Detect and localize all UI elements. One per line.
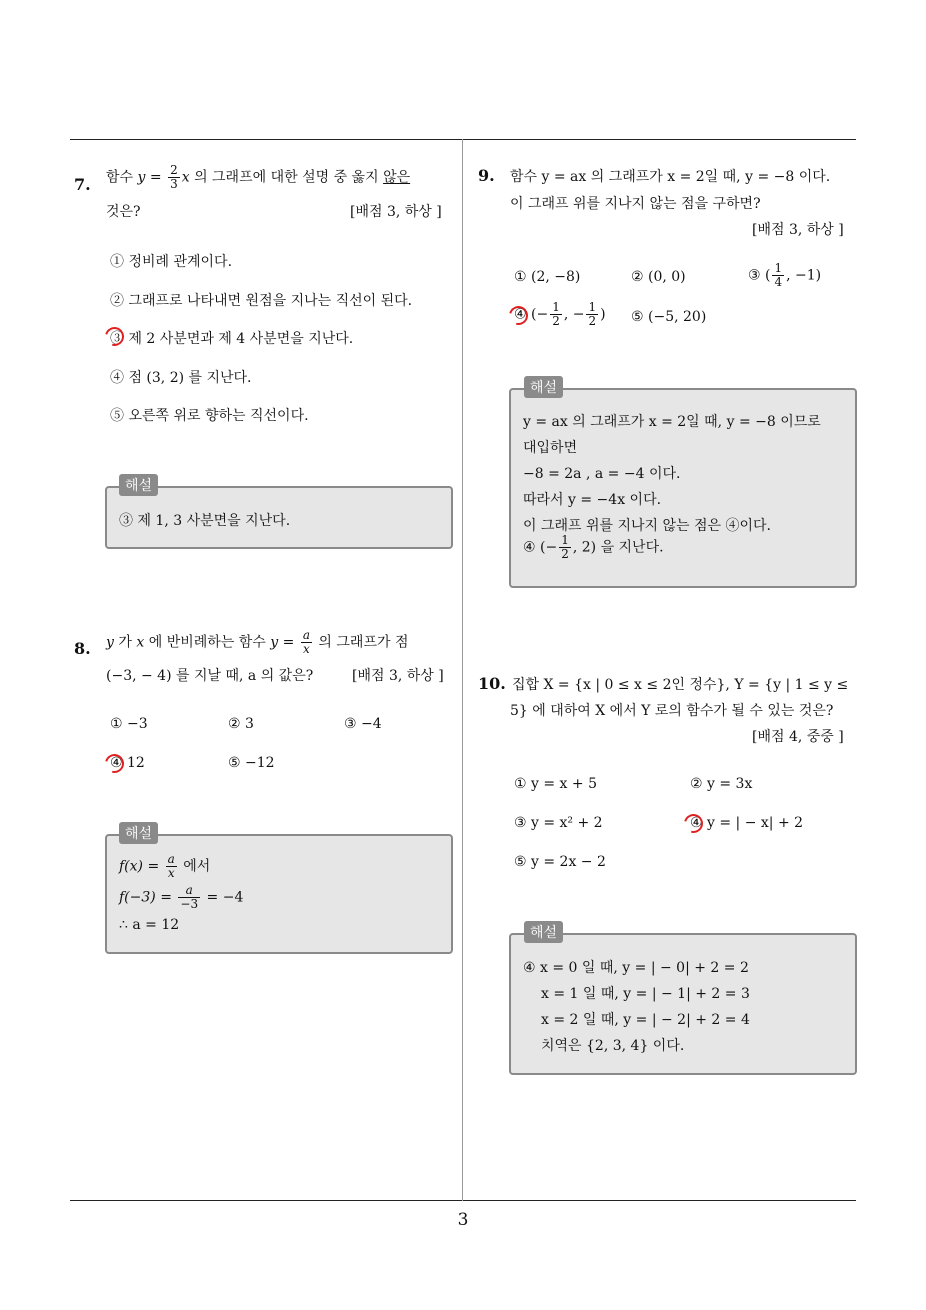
top-rule xyxy=(70,139,856,140)
fraction: $\frac{2}{3}$ xyxy=(170,163,178,191)
choice-3[interactable]: ③ 제 2 사분면과 제 4 사분면을 지난다. xyxy=(110,331,354,347)
question-stem: 집합 X = {x | 0 ≤ x ≤ 2인 정수}, Y = {y | 1 ≤ y ≤ xyxy=(512,677,849,693)
choice-2[interactable]: ② 3 xyxy=(228,716,254,732)
choice-5[interactable]: ⑤ y = 2x − 2 xyxy=(514,854,606,870)
choice-1[interactable]: ① y = x + 5 xyxy=(514,776,597,792)
solution-line: f(−3) = $\frac{a}{-3}$ = −4 xyxy=(119,883,244,911)
question-number: 10. xyxy=(478,674,506,693)
choice-4[interactable]: ④ y = | − x| + 2 xyxy=(690,815,804,831)
solution-line: ∴ a = 12 xyxy=(119,917,180,933)
score-label: [배점 3, 하상 ] xyxy=(752,222,844,238)
score-label: [배점 3, 하상 ] xyxy=(350,204,442,220)
choice-3[interactable]: ③ −4 xyxy=(344,716,382,732)
solution-tag: 해설 xyxy=(119,474,158,496)
choice-5[interactable]: ⑤ 오른쪽 위로 향하는 직선이다. xyxy=(110,408,309,424)
solution-tag: 해설 xyxy=(524,376,563,398)
bottom-rule xyxy=(70,1200,856,1201)
question-stem: 함수 y = $\frac{2}{3}$ x 의 그래프에 대한 설명 중 옳지 않은 xyxy=(106,163,411,191)
choice-4[interactable]: ④ (− $\frac{1}{2}$ , − $\frac{1}{2}$ ) xyxy=(514,300,606,328)
question-number: 8. xyxy=(74,639,91,658)
choice-1[interactable]: ① 정비례 관계이다. xyxy=(110,254,233,270)
choice-4[interactable]: ④ 점 (3, 2) 를 지난다. xyxy=(110,370,252,386)
solution-line: 이 그래프 위를 지나지 않는 점은 ④이다. xyxy=(523,518,772,534)
choice-2[interactable]: ② (0, 0) xyxy=(631,269,686,285)
score-label: [배점 3, 하상 ] xyxy=(352,668,444,684)
question-stem-cont: 이 그래프 위를 지나지 않는 점을 구하면? xyxy=(510,196,761,212)
solution-line: 대입하면 xyxy=(523,440,578,456)
fraction: $\frac{a}{x}$ xyxy=(302,628,310,656)
page-number: 3 xyxy=(457,1210,469,1230)
solution-line: ④ x = 0 일 때, y = | − 0| + 2 = 2 xyxy=(523,960,749,976)
solution-line: f(x) = $\frac{a}{x}$ 에서 xyxy=(119,852,211,880)
choice-3[interactable]: ③ ( $\frac{1}{4}$ , −1) xyxy=(748,261,822,289)
question-stem-cont: 것은? xyxy=(106,204,141,220)
choice-2[interactable]: ② 그래프로 나타내면 원점을 지나는 직선이 된다. xyxy=(110,293,413,309)
question-stem: 함수 y = ax 의 그래프가 x = 2일 때, y = −8 이다. xyxy=(510,169,831,185)
choice-5[interactable]: ⑤ −12 xyxy=(228,755,275,771)
choice-5[interactable]: ⑤ (−5, 20) xyxy=(631,309,707,325)
choice-1[interactable]: ① −3 xyxy=(110,716,148,732)
question-stem-cont: (−3, − 4) 를 지날 때, a 의 값은? xyxy=(106,668,314,684)
solution-line: x = 2 일 때, y = | − 2| + 2 = 4 xyxy=(541,1012,750,1028)
solution-line: x = 1 일 때, y = | − 1| + 2 = 3 xyxy=(541,986,750,1002)
choice-4[interactable]: ④ 12 xyxy=(110,755,145,771)
solution-tag: 해설 xyxy=(524,921,563,943)
solution-line: 따라서 y = −4x 이다. xyxy=(523,492,662,508)
solution-tag: 해설 xyxy=(119,822,158,844)
choice-2[interactable]: ② y = 3x xyxy=(690,776,753,792)
solution-line: y = ax 의 그래프가 x = 2일 때, y = −8 이므로 xyxy=(523,414,821,430)
question-number: 9. xyxy=(478,166,495,185)
solution-line: ④ (− $\frac{1}{2}$ , 2) 을 지난다. xyxy=(523,533,664,561)
underlined-word: 않은 xyxy=(383,169,411,186)
solution-line: 치역은 {2, 3, 4} 이다. xyxy=(541,1038,685,1054)
score-label: [배점 4, 중중 ] xyxy=(752,729,844,745)
question-stem: y 가 x 에 반비례하는 함수 y = $\frac{a}{x}$ 의 그래프가 점 xyxy=(106,628,409,656)
solution-line: −8 = 2a , a = −4 이다. xyxy=(523,466,681,482)
question-number: 7. xyxy=(74,175,91,194)
column-divider xyxy=(462,139,463,1201)
question-stem-cont: 5} 에 대하여 X 에서 Y 로의 함수가 될 수 있는 것은? xyxy=(510,703,834,719)
solution-line: ③ 제 1, 3 사분면을 지난다. xyxy=(119,513,291,529)
choice-3[interactable]: ③ y = x² + 2 xyxy=(514,815,603,831)
choice-1[interactable]: ① (2, −8) xyxy=(514,269,581,285)
